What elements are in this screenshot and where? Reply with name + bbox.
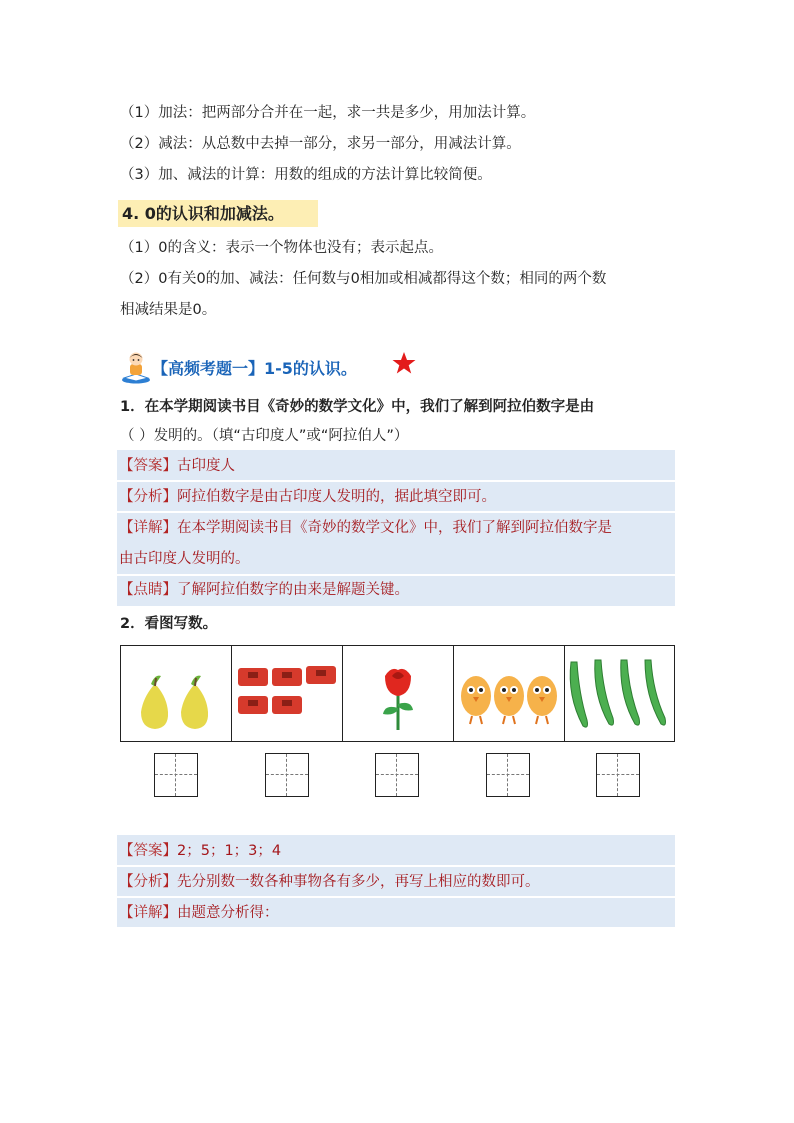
answer-tag: 【答案】: [119, 458, 177, 474]
chick-cell: [454, 646, 565, 741]
analysis-tag: 【分析】: [119, 874, 177, 890]
answer-text: 古印度人: [177, 458, 235, 474]
question-1-line1: 1．在本学期阅读书目《奇妙的数学文化》中，我们了解到阿拉伯数字是由: [120, 399, 595, 415]
detail-row: [119, 518, 612, 538]
picture-grid: [120, 645, 675, 742]
pencil-sharpener-icon: [232, 646, 342, 741]
answer-box-2[interactable]: [265, 753, 309, 797]
topic-heading: [120, 350, 357, 384]
section-heading: 4. 0的认识和加减法。: [118, 200, 318, 227]
point-text: 了解阿拉伯数字的由来是解题关键。: [177, 582, 409, 598]
addition-rule: （1）加法：把两部分合并在一起，求一共是多少，用加法计算。: [120, 105, 536, 121]
answer-row: [119, 841, 281, 861]
answer-text: 2；5；1；3；4: [177, 843, 282, 859]
pear-cell: [121, 646, 232, 741]
analysis-tag: 【分析】: [119, 489, 177, 505]
detail-text-cont: 由古印度人发明的。: [119, 551, 250, 567]
point-row: [119, 580, 409, 600]
answer-box-1[interactable]: [154, 753, 198, 797]
calc-rule: （3）加、减法的计算：用数的组成的方法计算比较简便。: [120, 167, 492, 183]
sharpener-cell: [232, 646, 343, 741]
question-2-solution: [117, 835, 675, 927]
detail-tag: 【详解】: [119, 905, 177, 921]
point-tag: 【点睛】: [119, 582, 177, 598]
analysis-text: 先分别数一数各种事物各有多少，再写上相应的数即可。: [177, 874, 540, 890]
answer-row: [119, 456, 235, 476]
rose-cell: [343, 646, 454, 741]
cucumber-icon: [565, 646, 675, 741]
chick-icon: [454, 646, 564, 741]
detail-text: 在本学期阅读书目《奇妙的数学文化》中，我们了解到阿拉伯数字是: [177, 520, 612, 536]
answer-tag: 【答案】: [119, 843, 177, 859]
cucumber-cell: [565, 646, 675, 741]
subtraction-rule: （2）减法：从总数中去掉一部分，求另一部分，用减法计算。: [120, 136, 521, 152]
question-1-solution: [117, 450, 675, 606]
rose-icon: [343, 646, 453, 741]
analysis-row: [119, 872, 540, 892]
zero-operations-cont: 相减结果是0。: [120, 302, 217, 318]
question-1-line2: （ ）发明的。（填“古印度人”或“阿拉伯人”）: [120, 428, 409, 444]
question-2-title: 2．看图写数。: [120, 616, 218, 632]
detail-row: [119, 903, 279, 923]
detail-tag: 【详解】: [119, 520, 177, 536]
analysis-row: [119, 487, 496, 507]
red-star-icon: [392, 351, 416, 375]
zero-operations: （2）0有关0的加、减法：任何数与0相加或相减都得这个数；相同的两个数: [120, 271, 607, 287]
analysis-text: 阿拉伯数字是由古印度人发明的，据此填空即可。: [177, 489, 496, 505]
zero-meaning: （1）0的含义：表示一个物体也没有；表示起点。: [120, 240, 443, 256]
detail-text: 由题意分析得：: [177, 905, 279, 921]
answer-box-3[interactable]: [375, 753, 419, 797]
pear-icon: [121, 646, 231, 741]
answer-box-5[interactable]: [596, 753, 640, 797]
topic-title: 【高频考题一】1-5的认识。: [152, 359, 357, 378]
answer-box-4[interactable]: [486, 753, 530, 797]
student-reading-icon: [120, 350, 152, 384]
